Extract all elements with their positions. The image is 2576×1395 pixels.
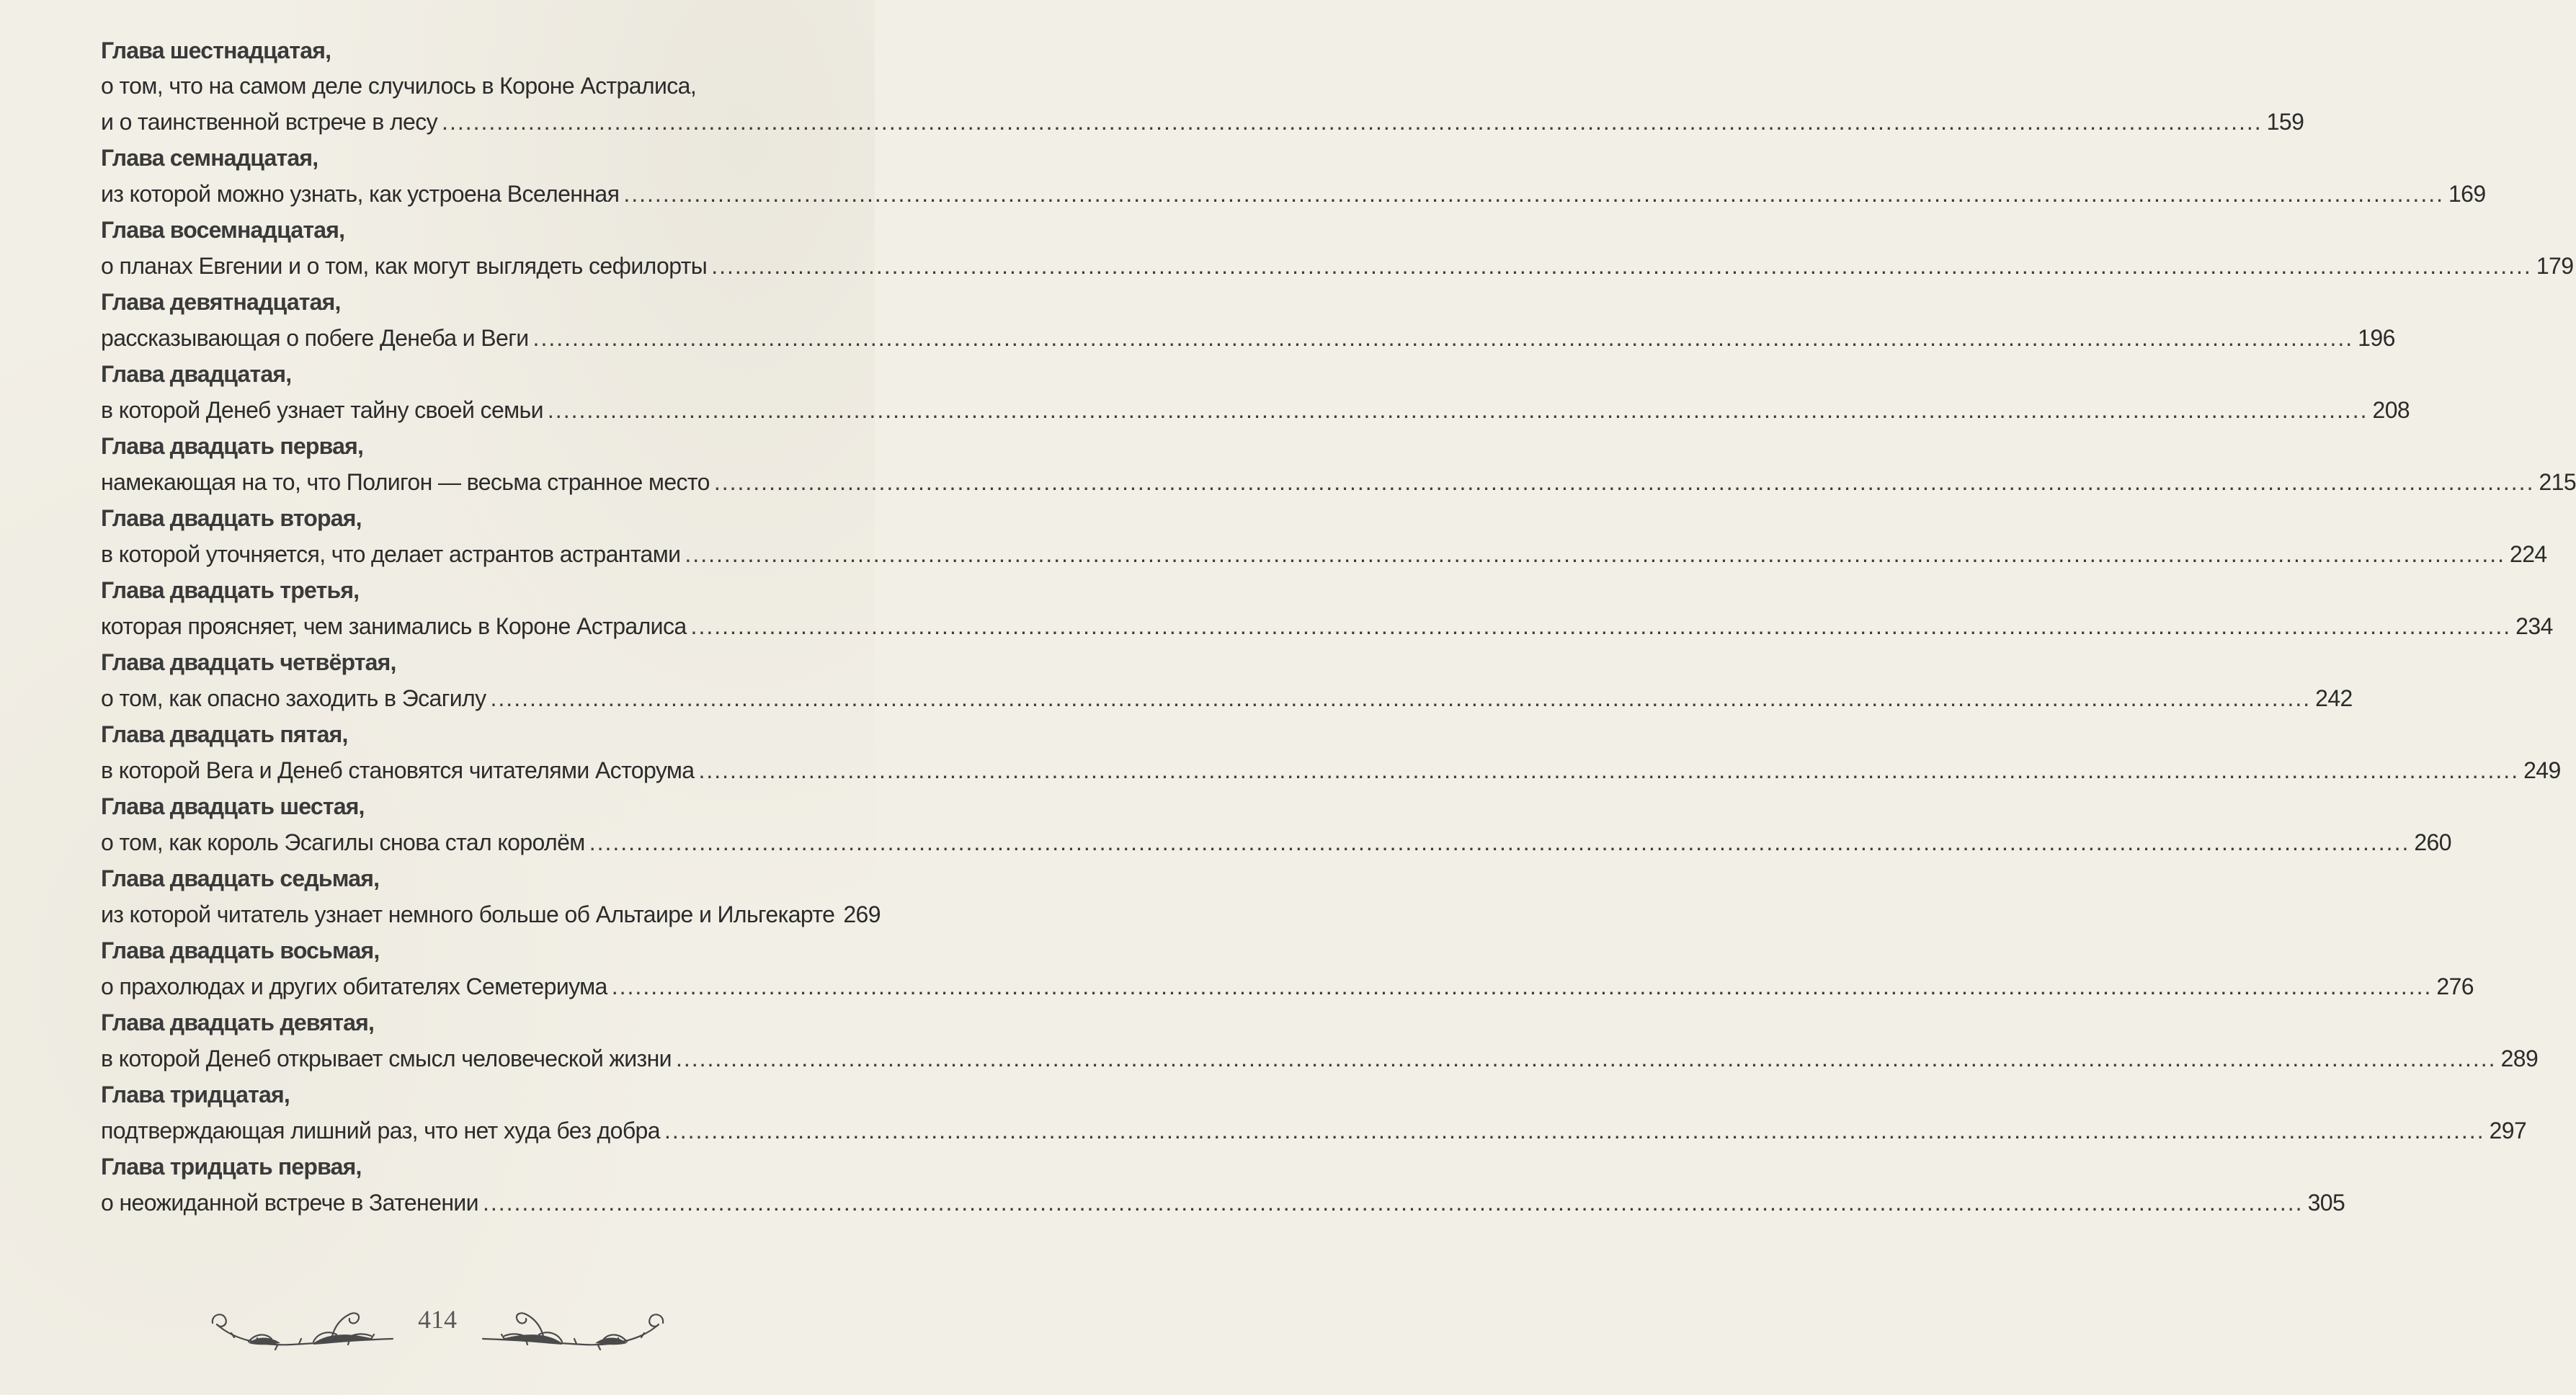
dot-leader [691, 608, 2512, 644]
chapter-title: Глава двадцатая, [101, 361, 292, 387]
dot-leader [711, 248, 2532, 284]
chapter-description: о том, как король Эсагилы снова стал королём [101, 829, 585, 855]
dot-leader [698, 752, 2519, 788]
chapter-page-number: 269 [843, 901, 881, 927]
chapter-description: из которой можно узнать, как устроена Вселенная [101, 181, 620, 207]
dot-leader [491, 680, 2312, 716]
toc-entry [101, 140, 2486, 212]
chapter-page-number: 196 [2358, 325, 2395, 351]
chapter-description: из которой читатель узнает немного больше об Альтаире и Ильгекарте [101, 901, 835, 927]
chapter-description-line: о том, что на самом деле случилось в Короне Астралиса, [101, 73, 697, 99]
toc-entry [101, 1149, 2345, 1221]
toc-entry [101, 500, 2547, 572]
chapter-description-row [101, 608, 2553, 644]
chapter-description-row [101, 104, 2304, 140]
table-of-contents [101, 32, 2576, 1221]
chapter-description: рассказывающая о побеге Денеба и Веги [101, 325, 529, 351]
chapter-description-row [101, 248, 2574, 284]
toc-entry [101, 1004, 2539, 1077]
dot-leader [685, 536, 2505, 572]
chapter-title: Глава двадцать третья, [101, 577, 360, 603]
chapter-description: о том, как опасно заходить в Эсагилу [101, 685, 486, 711]
chapter-title: Глава двадцать восьмая, [101, 937, 380, 963]
toc-entry [101, 644, 2353, 716]
chapter-description: в которой Денеб узнает тайну своей семьи [101, 397, 543, 423]
toc-entry [101, 572, 2553, 644]
dot-leader [548, 392, 2368, 428]
chapter-description: в которой Денеб открывает смысл человеческой жизни [101, 1046, 672, 1071]
chapter-description-row [101, 1113, 2527, 1149]
chapter-description: о планах Евгении и о том, как могут выглядеть сефилорты [101, 253, 708, 279]
chapter-title: Глава шестнадцатая, [101, 37, 331, 63]
chapter-page-number: 208 [2372, 397, 2410, 423]
toc-entry [101, 284, 2395, 356]
chapter-page-number: 224 [2510, 541, 2547, 567]
chapter-page-number: 242 [2315, 685, 2353, 711]
chapter-title: Глава двадцать девятая, [101, 1010, 375, 1035]
toc-entry [101, 428, 2576, 500]
chapter-description-row [101, 392, 2410, 428]
chapter-page-number: 234 [2515, 613, 2553, 639]
chapter-title: Глава двадцать четвёртая, [101, 649, 396, 675]
chapter-title: Глава двадцать пятая, [101, 721, 348, 747]
toc-entry [101, 788, 2451, 860]
toc-entry [101, 860, 881, 932]
dot-leader [533, 320, 2354, 356]
chapter-page-number: 297 [2489, 1118, 2527, 1144]
toc-entry [101, 212, 2574, 284]
dot-leader [589, 824, 2410, 860]
chapter-description-row [101, 824, 2451, 860]
dot-leader [676, 1040, 2497, 1077]
dot-leader [714, 464, 2535, 500]
chapter-page-number: 215 [2539, 469, 2576, 495]
chapter-description: о неожиданной встрече в Затенении [101, 1190, 478, 1216]
chapter-page-number: 159 [2266, 109, 2304, 135]
chapter-description-row [101, 536, 2547, 572]
chapter-description: в которой уточняется, что делает астрантов астрантами [101, 541, 681, 567]
chapter-page-number: 305 [2307, 1190, 2345, 1216]
toc-entry [101, 716, 2561, 788]
left-vine-ornament-icon [205, 1304, 400, 1362]
chapter-title: Глава семнадцатая, [101, 145, 318, 171]
chapter-description-row [101, 1185, 2345, 1221]
chapter-page-number: 169 [2448, 181, 2486, 207]
dot-leader [612, 968, 2433, 1004]
chapter-description: намекающая на то, что Полигон — весьма странное место [101, 469, 710, 495]
toc-entry [101, 356, 2410, 428]
chapter-description-row [101, 1040, 2539, 1077]
chapter-page-number: 289 [2500, 1046, 2539, 1071]
chapter-description: которая проясняет, чем занимались в Короне Астралиса [101, 613, 687, 639]
chapter-title: Глава двадцать первая, [101, 433, 364, 459]
toc-entry [101, 932, 2474, 1004]
toc-entry [101, 1077, 2527, 1149]
dot-leader [442, 104, 2263, 140]
toc-entry [101, 32, 2304, 140]
chapter-title: Глава тридцать первая, [101, 1154, 362, 1180]
dot-leader [483, 1185, 2304, 1221]
chapter-description-row [101, 896, 881, 932]
chapter-page-number: 260 [2414, 829, 2451, 855]
chapter-title: Глава двадцать вторая, [101, 505, 362, 531]
chapter-title: Глава двадцать шестая, [101, 793, 365, 819]
chapter-description-row [101, 464, 2576, 500]
dot-leader [664, 1113, 2485, 1149]
chapter-description-row [101, 968, 2474, 1004]
dot-leader [623, 176, 2444, 212]
chapter-page-number: 179 [2536, 253, 2574, 279]
page-number: 414 [418, 1305, 457, 1334]
chapter-description: и о таинственной встрече в лесу [101, 109, 438, 135]
chapter-description: о прахолюдах и других обитателях Семетериума [101, 973, 607, 999]
chapter-description: в которой Вега и Денеб становятся читателями Асторума [101, 757, 695, 783]
chapter-description-row [101, 320, 2395, 356]
chapter-title: Глава тридцатая, [101, 1082, 290, 1107]
chapter-page-number: 276 [2436, 973, 2474, 999]
chapter-title: Глава двадцать седьмая, [101, 865, 380, 891]
right-vine-ornament-icon [476, 1304, 670, 1362]
chapter-title: Глава восемнадцатая, [101, 217, 345, 243]
chapter-description-row [101, 680, 2353, 716]
chapter-description: подтверждающая лишний раз, что нет худа без добра [101, 1118, 660, 1144]
chapter-description-row [101, 176, 2486, 212]
chapter-page-number: 249 [2523, 757, 2561, 783]
chapter-description-row [101, 752, 2561, 788]
chapter-title: Глава девятнадцатая, [101, 289, 341, 315]
